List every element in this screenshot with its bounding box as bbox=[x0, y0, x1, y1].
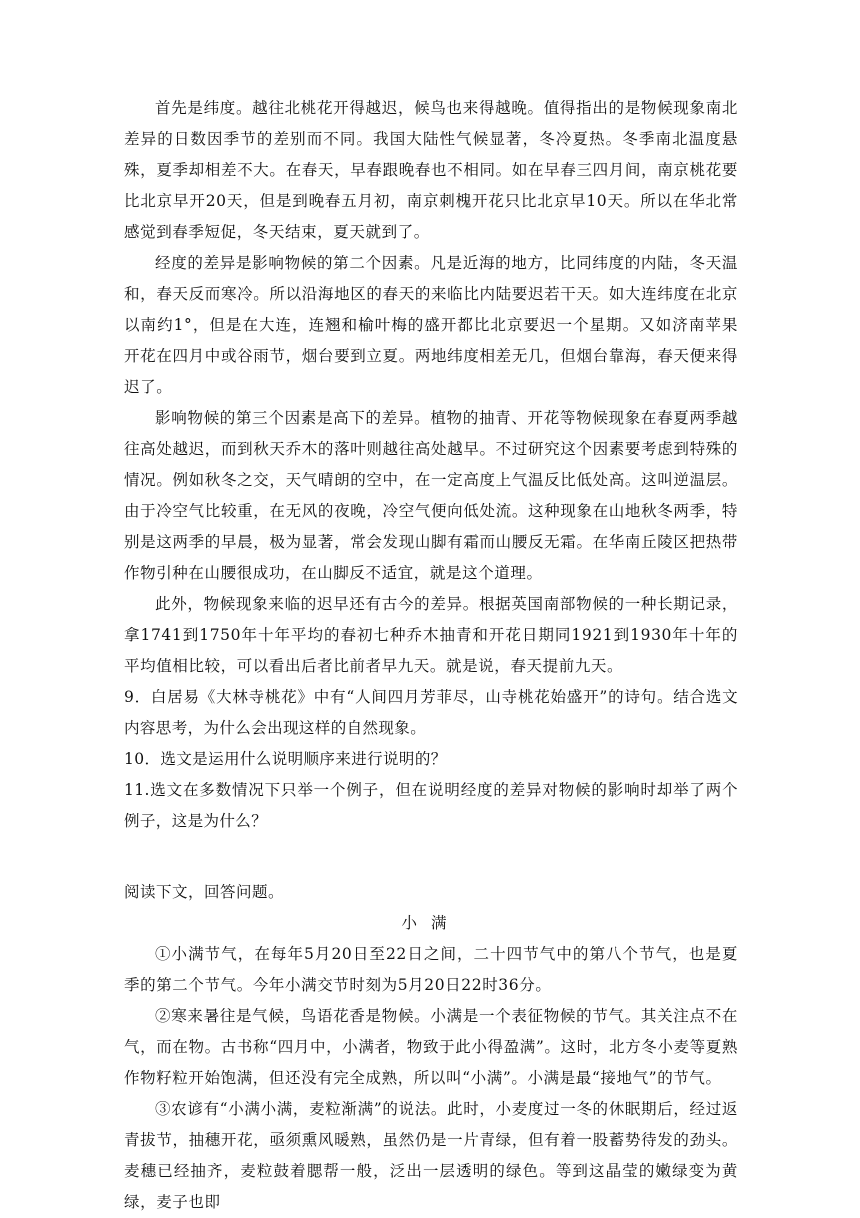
question-list bbox=[124, 682, 738, 837]
reading-instruction: 阅读下文，回答问题。 bbox=[124, 883, 285, 901]
paragraph-2: ②寒来暑往是气候，鸟语花香是物候。小满是一个表征物候的节气。其关注点不在气，而在物。古书称“四月中，小满者，物致于此小得盈满”。这时，北方冬小麦等夏熟作物籽粒开始饱满，但还没有完全成熟，所以叫“小满”。小满是最“接地气”的节气。 bbox=[124, 1007, 738, 1087]
article-title: 小满 bbox=[401, 914, 461, 932]
paragraph-1: ①小满节气，在每年5月20日至22日之间，二十四节气中的第八个节气，也是夏季的第二个节气。今年小满交节时刻为5月20日22时36分。 bbox=[124, 945, 738, 994]
passage-phenology bbox=[124, 93, 738, 682]
paragraph-longitude: 经度的差异是影响物候的第二个因素。凡是近海的地方，比同纬度的内陆，冬天温和，春天反而寒冷。所以沿海地区的春天的来临比内陆要迟若干天。如大连纬度在北京以南约1°，但是在大连，连翘和榆叶梅的盛开都比北京要迟一个星期。又如济南苹果开花在四月中或谷雨节，烟台要到立夏。两地纬度相差无几，但烟台靠海，春天便来得迟了。 bbox=[124, 254, 738, 396]
paragraph-altitude: 影响物候的第三个因素是高下的差异。植物的抽青、开花等物候现象在春夏两季越往高处越迟，而到秋天乔木的落叶则越往高处越早。不过研究这个因素要考虑到特殊的情况。例如秋冬之交，天气晴朗的空中，在一定高度上气温反比低处高。这叫逆温层。由于冷空气比较重，在无风的夜晚，冷空气便向低处流。这种现象在山地秋冬两季，特别是这两季的早晨，极为显著，常会发现山脚有霜而山腰反无霜。在华南丘陵区把热带作物引种在山腰很成功，在山脚反不适宜，就是这个道理。 bbox=[124, 409, 738, 582]
document-page bbox=[124, 93, 738, 1218]
paragraph-latitude: 首先是纬度。越往北桃花开得越迟，候鸟也来得越晚。值得指出的是物候现象南北差异的日数因季节的差别而不同。我国大陆性气候显著，冬冷夏热。冬季南北温度悬殊，夏季却相差不大。在春天，早春跟晚春也不相同。如在早春三四月间，南京桃花要比北京早开20天，但是到晚春五月初，南京刺槐开花只比北京早10天。所以在华北常感觉到春季短促，冬天结束，夏天就到了。 bbox=[124, 99, 738, 241]
question-10: 10．选文是运用什么说明顺序来进行说明的？ bbox=[124, 750, 447, 768]
passage-xiaoman bbox=[124, 877, 738, 1218]
question-9: 9．白居易《大林寺桃花》中有“人间四月芳菲尽，山寺桃花始盛开”的诗句。结合选文内容思考，为什么会出现这样的自然现象。 bbox=[124, 688, 738, 737]
question-11: 11.选文在多数情况下只举一个例子，但在说明经度的差异对物候的影响时却举了两个例子，这是为什么？ bbox=[124, 781, 738, 830]
paragraph-3: ③农谚有“小满小满，麦粒渐满”的说法。此时，小麦度过一冬的休眠期后，经过返青拔节，抽穗开花，亟须熏风暖熟，虽然仍是一片青绿，但有着一股蓄势待发的劲头。麦穗已经抽齐，麦粒鼓着腮帮一般，泛出一层透明的绿色。等到这晶莹的嫩绿变为黄绿，麦子也即 bbox=[124, 1100, 738, 1211]
paragraph-ancient-modern: 此外，物候现象来临的迟早还有古今的差异。根据英国南部物候的一种长期记录，拿1741到1750年十年平均的春初七种乔木抽青和开花日期同1921到1930年十年的平均值相比较，可以看出后者比前者早九天。就是说，春天提前九天。 bbox=[124, 595, 738, 675]
section-spacer bbox=[124, 837, 738, 877]
